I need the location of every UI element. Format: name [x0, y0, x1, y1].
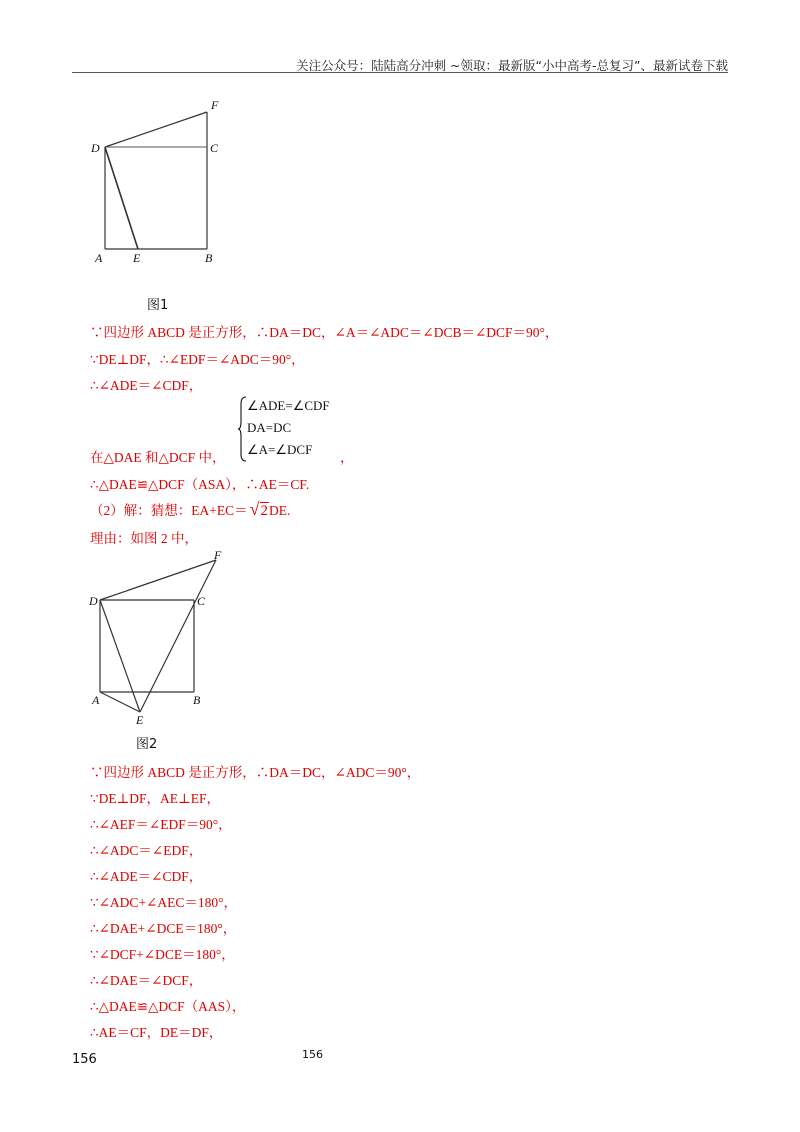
- page-header: 关注公众号：陆陆高分冲刺 ~领取：最新版“小中高考-总复习”、最新试卷下载: [296, 58, 728, 73]
- proof1-line-6: [90, 499, 290, 520]
- fig2-label-B: B: [193, 693, 201, 707]
- proof1-line-1: ∵四边形 ABCD 是正方形，∴DA＝DC，∠A＝∠ADC＝∠DCB＝∠DCF＝90°，: [90, 325, 559, 340]
- proof1-line-5: ∴△DAE≌△DCF（ASA），∴AE＝CF.: [90, 477, 310, 492]
- brace-row-3: ∠A=∠DCF: [247, 442, 313, 457]
- fig1-line-DF: [105, 112, 207, 147]
- proof2-line: ∴AE＝CF，DE＝DF，: [90, 1025, 223, 1040]
- fig1-label-B: B: [205, 251, 213, 265]
- condition-brace: [237, 396, 357, 462]
- fig2-label-C: C: [197, 594, 206, 608]
- proof1-line-7: 理由：如图 2 中，: [90, 531, 198, 546]
- fig1-label-F: F: [211, 98, 219, 112]
- header-rule: [72, 72, 728, 73]
- radical-sign-icon: √: [249, 499, 260, 519]
- figure-1-caption: 图1: [147, 298, 169, 313]
- proof2-line: ∴∠AEF＝∠EDF＝90°，: [90, 817, 232, 832]
- proof1-brace-comma: ，: [340, 450, 354, 465]
- fig2-label-F: F: [214, 548, 222, 562]
- proof2-line: ∴∠DAE＝∠DCF，: [90, 973, 203, 988]
- guess-prefix: （2）解：猜想：EA+EC＝: [90, 503, 248, 518]
- brace-row-1: ∠ADE=∠CDF: [247, 398, 330, 413]
- proof2-line: ∵∠DCF+∠DCE＝180°，: [90, 947, 235, 962]
- proof1-line-2: ∵DE⊥DF，∴∠EDF＝∠ADC＝90°，: [90, 352, 305, 367]
- figure-1: [88, 94, 228, 270]
- fig1-label-C: C: [210, 141, 219, 155]
- proof1-in-triangles: 在△DAE 和△DCF 中，: [90, 450, 226, 465]
- fig2-label-A: A: [92, 693, 100, 707]
- figure-2-caption: 图2: [136, 737, 158, 752]
- fig1-line-DE: [105, 147, 138, 249]
- guess-suffix: DE.: [269, 503, 291, 518]
- fig2-label-D: D: [89, 594, 98, 608]
- proof2-line: ∴∠ADE＝∠CDF，: [90, 869, 203, 884]
- proof2-line: ∵四边形 ABCD 是正方形，∴DA＝DC，∠ADC＝90°，: [90, 765, 421, 780]
- sqrt-radicand: 2: [260, 503, 269, 519]
- fig2-label-E: E: [136, 713, 144, 727]
- fig1-label-D: D: [91, 141, 100, 155]
- proof2-line: ∵DE⊥DF，AE⊥EF，: [90, 791, 220, 806]
- proof2-line: ∴∠ADC＝∠EDF，: [90, 843, 203, 858]
- left-brace-icon: [237, 396, 247, 462]
- figure-2: [88, 548, 238, 730]
- page-number-left: 156: [72, 1052, 97, 1067]
- proof1-line-3: ∴∠ADE＝∠CDF，: [90, 378, 203, 393]
- proof2-line: ∵∠ADC+∠AEC＝180°，: [90, 895, 237, 910]
- sqrt-symbol: [248, 499, 269, 520]
- brace-row-2: DA=DC: [247, 420, 292, 435]
- page-number-center: 156: [302, 1048, 323, 1061]
- fig1-label-E: E: [133, 251, 141, 265]
- proof2-line: ∴△DAE≌△DCF（AAS），: [90, 999, 246, 1014]
- proof2-line: ∴∠DAE+∠DCE＝180°，: [90, 921, 237, 936]
- fig1-label-A: A: [95, 251, 103, 265]
